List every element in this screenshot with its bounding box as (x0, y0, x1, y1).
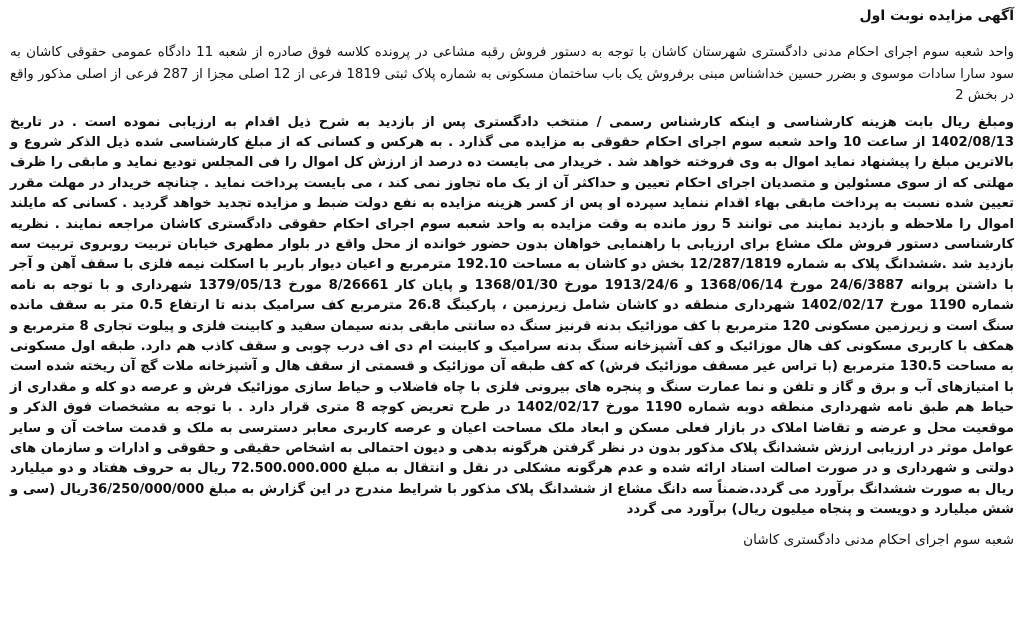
notice-intro: واحد شعبه سوم اجرای احکام مدنی دادگستری شهرستان کاشان با توجه به دستور فروش رقبه مشاعی در پرونده کلاسه فوق صادره از شعبه 11 دادگاه عمومی حقوقی کاشان به سود سارا سادات موسوی و بضرر حسین خداشناس مبنی برفروش یک باب ساختمان مسکونی به شماره پلاک ثبتی 1819 فرعی از 12 اصلی مجزا از 287 فرعی از اصلی مذکور واقع در بخش 2 (10, 45, 1014, 103)
notice-body: ومبلغ ریال بابت هزینه کارشناسی و اینکه کارشناس رسمی / منتخب دادگستری پس از بازدید به شرح ذیل اقدام به ارزیابی نموده است . در تاریخ 1402/08/13 از ساعت 10 واحد شعبه سوم اجرای احکام حقوقی به مزایده می گذارد . به هرکس و کسانی که از مبلغ کارشناسی شده ذیل الذکر شروع و بالاترین مبلغ را پیشنهاد نماید اموال به وی فروخته خواهد شد . خریدار می بایست ده درصد از ارزش کل اموال را فی المجلس تودیع نماید و مابقی را ظرف مهلتی که از سوی مسئولین و متصدیان اجرای احکام تعیین و حداکثر آن از یک ماه تجاوز نمی کند ، می بایست پرداخت نماید . چنانچه خریدار در مهلت مقرر تعیین شده نسبت به پرداخت مابقی بهاء اقدام ننماید سپرده او پس از کسر هزینه مزایده به نفع دولت ضبط و مزایده تجدید خواهد گردید . کسانی که مایلند اموال را ملاحظه و بازدید نمایند می توانند 5 روز مانده به وقت مزایده به واحد شعبه سوم اجرای احکام حقوقی دادگستری کاشان مراجعه نمایند . نظریه کارشناسی دستور فروش ملک مشاع برای ارزیابی با راهنمایی خواهان بدون حضور خوانده از محل واقع در بلوار مطهری خیابان تربیت روبروی تربیت سه بازدید شد .ششدانگ پلاک به شماره 12/287/1819 بخش دو کاشان به مساحت 192.10 مترمربع و اعیان دیوار باربر با اسکلت نیمه فلزی با سقف آهن و آجر با داشتن پروانه 24/6/3887 مورخ 1368/06/14 و 1913/24/6 مورخ 1368/01/30 و پایان کار 8/26661 مورخ 1379/05/13 شهرداری و با توجه به نامه شماره 1190 مورخ 1402/02/17 شهرداری منطقه دو کاشان شامل زیرزمین ، پارکینگ 26.8 مترمربع کف سرامیک بدنه تا ارتفاع 0.5 متر به سقف مانده سنگ است و زیرزمین مسکونی 120 مترمربع با کف موزائیک بدنه قرنیز سنگ ده سانتی مابقی بدنه سیمان سفید و کابینت فلزی و پیلوت تجاری 8 مترمربع و همکف با کاربری مسکونی کف هال موزائیک و کف آشپزخانه سنگ بدنه سرامیک و کابینت ام دی اف درب چوبی و سقف کاذب هم دارد. طبقه اول مسکونی به مساحت 130.5 مترمربع (با تراس غیر مسقف موزائیک فرش) که کف طبقه آن موزائیک و قسمتی از سقف هال و آشپزخانه ملات گچ آن ریخته شده است با امتیازهای آب و برق و گاز و تلفن و نما عمارت سنگ و پنجره های بیرونی فلزی با چاه فاضلاب و حیاط سازی موزائیک فرش و عرصه دو کله و مقداری از حیاط هم طبق نامه شهرداری منطقه دوبه شماره 1190 مورخ 1402/02/17 در طرح تعریض کوچه 8 متری قرار دارد . با توجه به مشخصات فوق الذکر و موقعیت محل و عرضه و تقاضا املاک در بازار فعلی مسکن و ابعاد ملک مساحت اعیان و عرصه کاربری معابر دسترسی به ملک و قدمت ساخت آن و سایر عوامل موثر در ارزیابی ارزش ششدانگ پلاک مذکور بدون در نظر گرفتن هرگونه بدهی و دیون احتمالی به اشخاص حقیقی و حقوقی و ادارات و سازمان های دولتی و شهرداری و در صورت اصالت اسناد ارائه شده و عدم هرگونه مشکلی در نقل و انتقال به مبلغ 72.500.000.000 ریال به حروف هفتاد و دو میلیارد ریال به صورت ششدانگ برآورد می گردد.ضمناً سه دانگ مشاع از ششدانگ پلاک مذکور با شرایط مندرج در این گزارش به مبلغ 36/250/000/000ریال (سی و شش میلیارد و دویست و پنجاه میلیون ریال) برآورد می گردد (10, 114, 1015, 518)
notice-signature: شعبه سوم اجرای احکام مدنی دادگستری کاشان (743, 531, 1014, 548)
notice-title: آگهی مزایده نوبت اول (859, 8, 1014, 24)
